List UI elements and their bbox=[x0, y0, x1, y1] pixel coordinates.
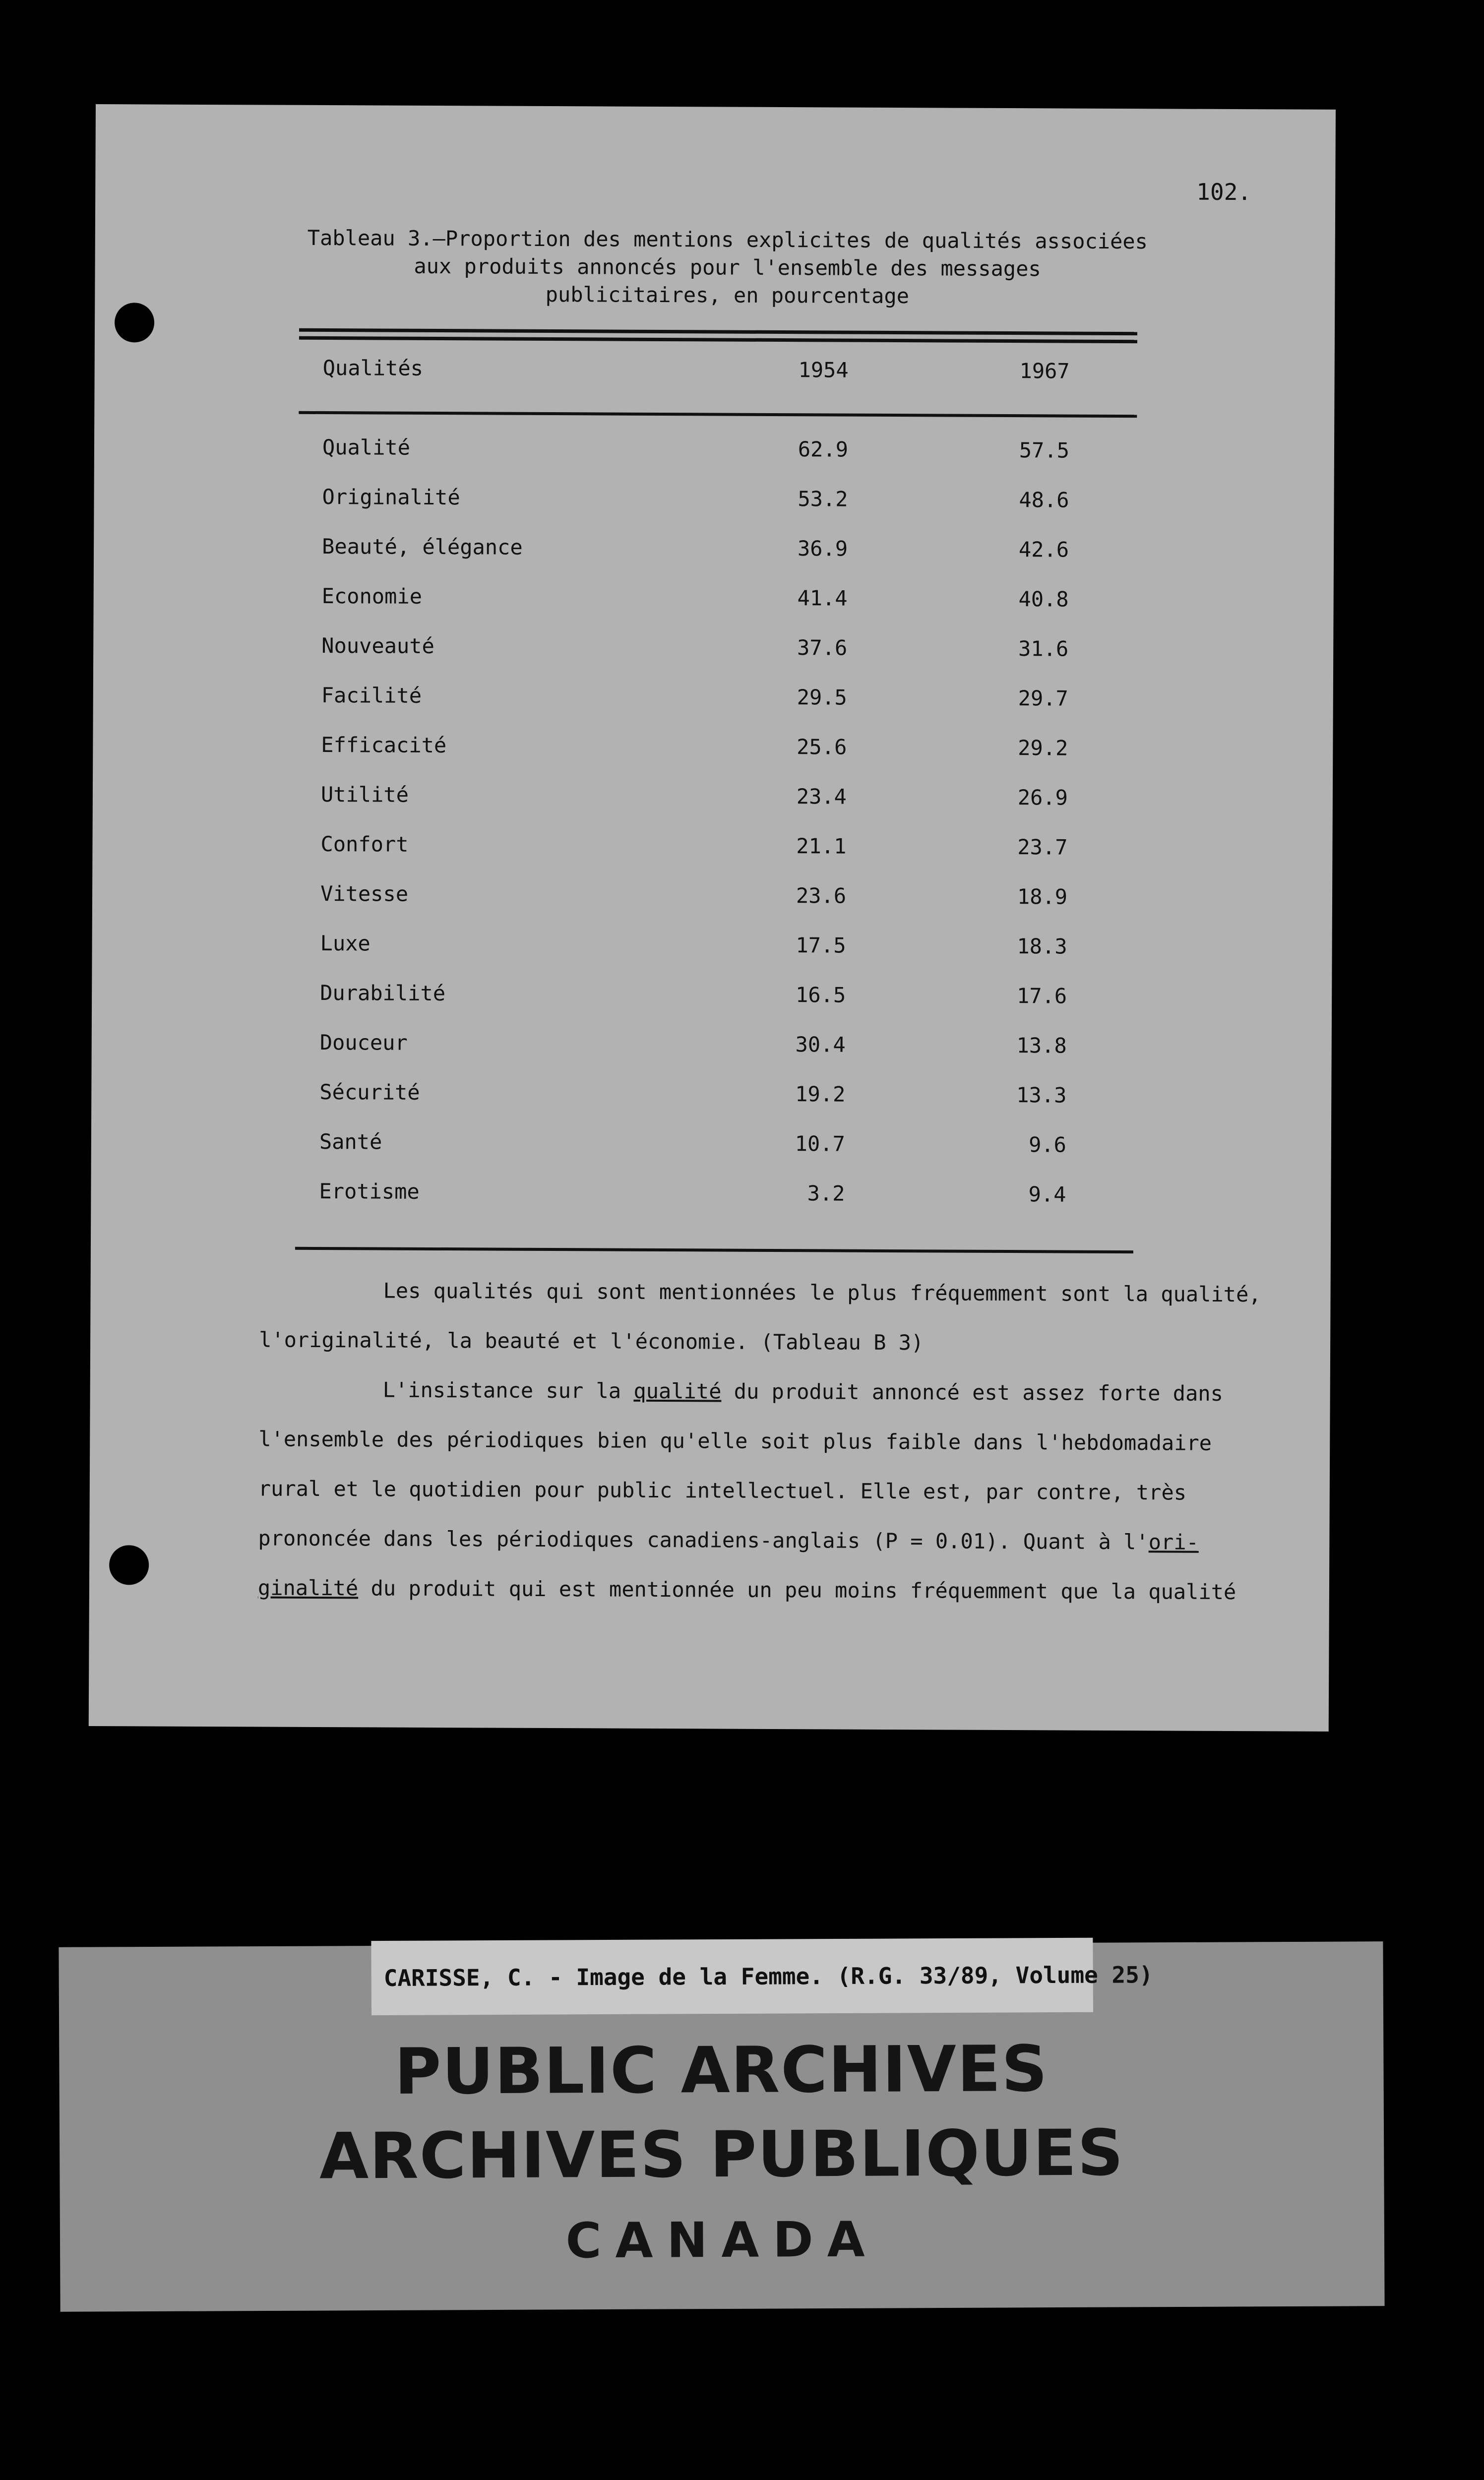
quality-name: Durabilité bbox=[320, 980, 446, 1006]
caption-line: Tableau 3.—Proportion des mentions explicites de qualités associées bbox=[307, 225, 1148, 254]
value-1967: 18.3 bbox=[1017, 934, 1067, 959]
table-row bbox=[322, 485, 1135, 518]
value-1967: 18.9 bbox=[1017, 884, 1068, 909]
punch-hole bbox=[109, 1545, 149, 1585]
quality-name: Vitesse bbox=[320, 881, 409, 906]
text-run: prononcée dans les périodiques canadiens-anglais (P = 0.01). Quant à l' bbox=[258, 1526, 1149, 1554]
value-1954: 3.2 bbox=[807, 1181, 845, 1206]
value-1954: 41.4 bbox=[797, 586, 848, 611]
table-row bbox=[319, 1129, 1133, 1163]
header-1954: 1954 bbox=[798, 358, 849, 382]
quality-name: Nouveauté bbox=[321, 633, 434, 658]
quality-name: Sécurité bbox=[319, 1079, 420, 1105]
paragraph-line: l'ensemble des périodiques bien qu'elle soit plus faible dans l'hebdomadaire bbox=[258, 1426, 1212, 1455]
value-1954: 23.4 bbox=[796, 784, 847, 809]
quality-name: Facilité bbox=[321, 682, 422, 708]
table-row bbox=[322, 584, 1135, 617]
table-row bbox=[320, 931, 1133, 964]
quality-name: Luxe bbox=[320, 930, 371, 956]
text-run: du produit annoncé est assez forte dans bbox=[721, 1379, 1223, 1406]
value-1967: 26.9 bbox=[1017, 785, 1068, 810]
archive-stamp-line: PUBLIC ARCHIVES bbox=[394, 2032, 1049, 2109]
quality-name: Erotisme bbox=[319, 1178, 420, 1204]
archive-stamp-strip bbox=[59, 1941, 1384, 2312]
value-1967: 23.7 bbox=[1017, 835, 1068, 860]
value-1954: 36.9 bbox=[797, 536, 848, 561]
value-1954: 53.2 bbox=[798, 487, 848, 511]
caption-line: publicitaires, en pourcentage bbox=[545, 282, 910, 309]
table-header bbox=[323, 356, 1136, 389]
table-rule-header bbox=[299, 411, 1137, 418]
underlined-term: ginalité bbox=[257, 1575, 359, 1601]
value-1954: 62.9 bbox=[798, 437, 849, 462]
paragraph-line: l'originalité, la beauté et l'économie. (Tableau B 3) bbox=[259, 1327, 924, 1355]
value-1967: 31.6 bbox=[1018, 636, 1069, 661]
paragraph-line: rural et le quotidien pour public intellectuel. Elle est, par contre, très bbox=[258, 1476, 1187, 1505]
value-1967: 42.6 bbox=[1018, 537, 1069, 562]
quality-name: Originalité bbox=[322, 484, 460, 510]
archive-label: CARISSE, C. - Image de la Femme. (R.G. 33/89, Volume 25) bbox=[371, 1938, 1093, 2015]
quality-name: Beauté, élégance bbox=[322, 534, 523, 559]
value-1967: 48.6 bbox=[1019, 488, 1069, 512]
table-row bbox=[321, 683, 1135, 716]
table-row bbox=[320, 881, 1134, 915]
table-row bbox=[321, 733, 1134, 766]
value-1954: 16.5 bbox=[795, 983, 846, 1007]
value-1967: 9.4 bbox=[1028, 1182, 1066, 1207]
underlined-term: ori- bbox=[1148, 1530, 1199, 1554]
quality-name: Utilité bbox=[320, 782, 409, 807]
value-1954: 29.5 bbox=[797, 685, 847, 710]
paragraph-line bbox=[258, 1526, 1199, 1554]
value-1954: 25.6 bbox=[797, 735, 847, 759]
table-row bbox=[321, 633, 1135, 667]
table-row bbox=[320, 1030, 1133, 1063]
table-row bbox=[322, 534, 1135, 567]
value-1967: 29.7 bbox=[1018, 686, 1068, 711]
value-1954: 37.6 bbox=[797, 635, 848, 660]
quality-name: Qualité bbox=[322, 435, 411, 460]
document-page bbox=[89, 104, 1336, 1732]
table-row bbox=[320, 832, 1134, 865]
text-run: du produit qui est mentionnée un peu moins fréquemment que la qualité bbox=[358, 1576, 1237, 1605]
table-row bbox=[321, 782, 1134, 815]
quality-name: Douceur bbox=[319, 1030, 408, 1055]
value-1954: 19.2 bbox=[795, 1082, 846, 1107]
quality-name: Confort bbox=[320, 831, 409, 857]
table-row bbox=[319, 1080, 1133, 1113]
header-1967: 1967 bbox=[1019, 359, 1070, 383]
value-1954: 23.6 bbox=[796, 883, 847, 908]
archive-stamp-line: ARCHIVES PUBLIQUES bbox=[319, 2116, 1124, 2194]
table-rule-top bbox=[299, 328, 1137, 335]
text-run: L'insistance sur la bbox=[382, 1377, 634, 1403]
header-qualites: Qualités bbox=[322, 356, 424, 380]
table-row bbox=[319, 1179, 1132, 1212]
punch-hole bbox=[115, 303, 154, 342]
quality-name: Economie bbox=[321, 583, 423, 609]
value-1954: 17.5 bbox=[796, 933, 846, 958]
page-number: 102. bbox=[1196, 178, 1252, 206]
value-1954: 30.4 bbox=[795, 1032, 846, 1057]
paragraph-line: Les qualités qui sont mentionnées le plus fréquemment sont la qualité, bbox=[383, 1278, 1261, 1307]
value-1954: 10.7 bbox=[795, 1131, 845, 1156]
quality-name: Santé bbox=[319, 1129, 382, 1154]
value-1967: 13.3 bbox=[1016, 1083, 1067, 1108]
quality-name: Efficacité bbox=[321, 732, 447, 758]
table-caption bbox=[293, 224, 1162, 311]
paragraph-line bbox=[383, 1378, 1223, 1406]
underlined-term: qualité bbox=[633, 1378, 722, 1404]
value-1954: 21.1 bbox=[796, 834, 847, 859]
paragraph-line bbox=[258, 1575, 1237, 1604]
value-1967: 29.2 bbox=[1018, 736, 1068, 760]
table-rule-top bbox=[299, 336, 1137, 343]
value-1967: 57.5 bbox=[1019, 438, 1070, 463]
value-1967: 17.6 bbox=[1016, 984, 1067, 1008]
value-1967: 13.8 bbox=[1016, 1033, 1067, 1058]
caption-line: aux produits annoncés pour l'ensemble des messages bbox=[414, 253, 1041, 281]
value-1967: 9.6 bbox=[1028, 1132, 1066, 1157]
table-row bbox=[320, 981, 1133, 1014]
value-1967: 40.8 bbox=[1018, 587, 1069, 612]
table-row bbox=[322, 435, 1136, 468]
archive-stamp-line: CANADA bbox=[565, 2211, 879, 2270]
table-rule-bottom bbox=[295, 1247, 1133, 1253]
